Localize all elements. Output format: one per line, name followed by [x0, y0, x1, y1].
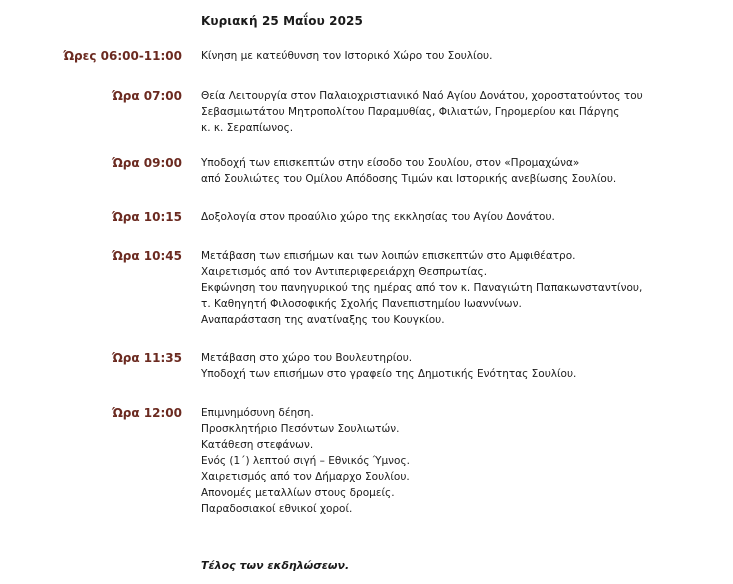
- schedule-time-label: Ώρα 10:45: [112, 249, 182, 263]
- schedule-line: Χαιρετισμός από τον Δήμαρχο Σουλίου.: [201, 471, 410, 483]
- schedule-line: Σεβασμιωτάτου Μητροπολίτου Παραμυθίας, Φιλιατών, Γηρομερίου και Πάργης: [201, 106, 620, 118]
- schedule-line: Αναπαράσταση της ανατίναξης του Κουγκίου.: [201, 314, 445, 326]
- schedule-line: Υποδοχή των επισήμων στο γραφείο της Δημοτικής Ενότητας Σουλίου.: [201, 368, 577, 380]
- schedule-line: Εκφώνηση του πανηγυρικού της ημέρας από τον κ. Παναγιώτη Παπακωνσταντίνου,: [201, 282, 643, 294]
- schedule-line: Παραδοσιακοί εθνικοί χοροί.: [201, 503, 353, 515]
- schedule-line: Δοξολογία στον προαύλιο χώρο της εκκλησίας του Αγίου Δονάτου.: [201, 211, 555, 223]
- schedule-time-label: Ώρες 06:00-11:00: [63, 49, 182, 63]
- schedule-time-label: Ώρα 07:00: [112, 89, 182, 103]
- schedule-line: Απονομές μεταλλίων στους δρομείς.: [201, 487, 395, 499]
- schedule-description: [201, 88, 721, 136]
- schedule-line: Κίνηση με κατεύθυνση τον Ιστορικό Χώρο του Σουλίου.: [201, 50, 493, 62]
- schedule-line: Θεία Λειτουργία στον Παλαιοχριστιανικό Ναό Αγίου Δονάτου, χοροστατούντος του: [201, 90, 643, 102]
- schedule-time-label: Ώρα 09:00: [112, 156, 182, 170]
- schedule-description: [201, 155, 721, 187]
- schedule-line: Υποδοχή των επισκεπτών στην είσοδο του Σουλίου, στον «Προμαχώνα»: [201, 157, 580, 169]
- schedule-line: Χαιρετισμός από τον Αντιπεριφερειάρχη Θεσπρωτίας.: [201, 266, 488, 278]
- schedule-line: Προσκλητήριο Πεσόντων Σουλιωτών.: [201, 423, 400, 435]
- schedule-line: Κατάθεση στεφάνων.: [201, 439, 314, 451]
- schedule-description: [201, 48, 721, 64]
- schedule-line: τ. Καθηγητή Φιλοσοφικής Σχολής Πανεπιστημίου Ιωαννίνων.: [201, 298, 522, 310]
- schedule-line: από Σουλιώτες του Ομίλου Απόδοσης Τιμών και Ιστορικής ανεβίωσης Σουλίου.: [201, 173, 617, 185]
- schedule-time-label: Ώρα 11:35: [112, 351, 182, 365]
- schedule-description: [201, 350, 721, 382]
- schedule-line: Μετάβαση των επισήμων και των λοιπών επισκεπτών στο Αμφιθέατρο.: [201, 250, 576, 262]
- page-date-heading: Κυριακή 25 Μαΐου 2025: [201, 14, 363, 28]
- schedule-line: Επιμνημόσυνη δέηση.: [201, 407, 314, 419]
- schedule-description: [201, 405, 721, 517]
- schedule-line: Ενός (1΄) λεπτού σιγή – Εθνικός Ύμνος.: [201, 455, 410, 467]
- closing-note: Τέλος των εκδηλώσεων.: [201, 559, 350, 572]
- schedule-time-label: Ώρα 10:15: [112, 210, 182, 224]
- schedule-description: [201, 209, 721, 225]
- schedule-line: κ. κ. Σεραπίωνος.: [201, 122, 294, 134]
- schedule-time-label: Ώρα 12:00: [112, 406, 182, 420]
- schedule-line: Μετάβαση στο χώρο του Βουλευτηρίου.: [201, 352, 413, 364]
- schedule-description: [201, 248, 721, 328]
